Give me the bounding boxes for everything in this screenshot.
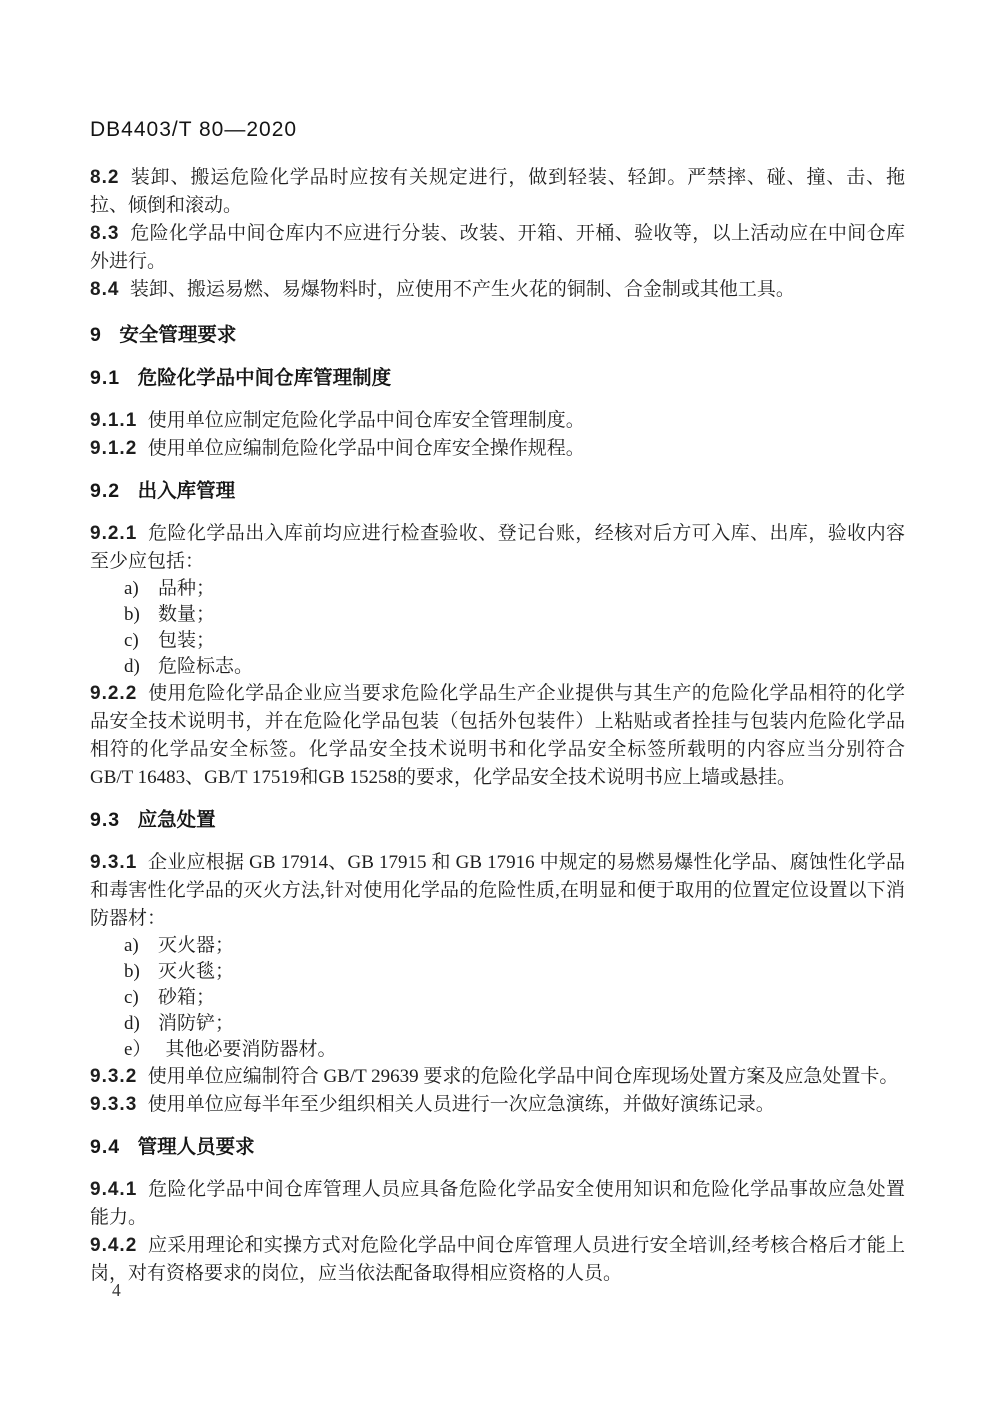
page-number: 4 <box>112 1280 121 1300</box>
clause-number: 8.2 <box>90 167 120 188</box>
section-number: 9.3 <box>90 809 121 831</box>
section-9-4-heading <box>90 1133 905 1161</box>
list-item-label: c) <box>124 987 139 1008</box>
section-number: 9 <box>90 324 102 346</box>
list-item <box>90 985 905 1011</box>
list-item <box>90 628 905 654</box>
clause-number: 9.3.2 <box>90 1066 138 1087</box>
section-number: 9.4 <box>90 1136 121 1158</box>
standard-number: DB4403/T 80—2020 <box>90 118 298 141</box>
page-footer <box>112 1280 121 1301</box>
clause-9-2-2 <box>90 680 905 792</box>
clause-text: 危险化学品中间仓库管理人员应具备危险化学品安全使用知识和危险化学品事故应急处置能力。 <box>90 1179 905 1228</box>
section-title: 安全管理要求 <box>119 324 237 346</box>
clause-9-1-2 <box>90 435 905 463</box>
clause-number: 9.1.1 <box>90 410 138 431</box>
section-title: 危险化学品中间仓库管理制度 <box>137 367 392 389</box>
document-body <box>90 164 905 1288</box>
list-9-3-1 <box>90 933 905 1063</box>
clause-text: 危险化学品出入库前均应进行检查验收、登记台账，经核对后方可入库、出库，验收内容至少应包括： <box>90 523 905 572</box>
clause-8-3 <box>90 220 905 276</box>
section-number: 9.1 <box>90 367 121 389</box>
clause-9-4-2 <box>90 1232 905 1288</box>
list-item <box>90 933 905 959</box>
list-item-text: 包装； <box>158 630 216 651</box>
list-item-label: b) <box>124 961 140 982</box>
clause-number: 8.4 <box>90 279 120 300</box>
section-9-2-heading <box>90 477 905 505</box>
clause-9-2-1 <box>90 520 905 576</box>
clause-text: 装卸、搬运易燃、易爆物料时，应使用不产生火花的铜制、合金制或其他工具。 <box>129 279 795 300</box>
clause-text: 使用单位应每半年至少组织相关人员进行一次应急演练，并做好演练记录。 <box>147 1094 775 1115</box>
clause-9-3-2 <box>90 1063 905 1091</box>
clause-number: 9.3.3 <box>90 1094 138 1115</box>
section-9-1-heading <box>90 364 905 392</box>
clause-number: 9.1.2 <box>90 438 138 459</box>
list-item-text: 其他必要消防器材。 <box>165 1039 337 1060</box>
clause-9-1-1 <box>90 407 905 435</box>
clause-number: 8.3 <box>90 223 120 244</box>
section-number: 9.2 <box>90 480 121 502</box>
list-9-2-1 <box>90 576 905 680</box>
list-item-text: 数量； <box>158 604 216 625</box>
list-item-text: 灭火毯； <box>158 961 235 982</box>
section-9-heading <box>90 321 905 349</box>
list-item-label: a) <box>124 935 139 956</box>
list-item <box>90 576 905 602</box>
page-header <box>90 117 905 144</box>
clause-text: 应采用理论和实操方式对危险化学品中间仓库管理人员进行安全培训,经考核合格后才能上岗，对有资格要求的岗位，应当依法配备取得相应资格的人员。 <box>90 1235 905 1284</box>
list-item-text: 砂箱； <box>158 987 216 1008</box>
clause-number: 9.4.1 <box>90 1179 138 1200</box>
clause-8-4 <box>90 276 905 304</box>
section-title: 应急处置 <box>137 809 216 831</box>
list-item-label: c) <box>124 630 139 651</box>
list-item-label: b) <box>124 604 140 625</box>
clause-text: 使用危险化学品企业应当要求危险化学品生产企业提供与其生产的危险化学品相符的化学品安全技术说明书，并在危险化学品包装（包括外包装件）上粘贴或者拴挂与包装内危险化学品相符的化学品安全标签。化学品安全技术说明书和化学品安全标签所载明的内容应当分别符合GB/T 16483、GB/T 17519和GB 15258的要求，化学品安全技术说明书应上墙或悬挂。 <box>90 683 905 788</box>
clause-9-4-1 <box>90 1176 905 1232</box>
clause-number: 9.3.1 <box>90 852 138 873</box>
clause-9-3-3 <box>90 1091 905 1119</box>
section-9-3-heading <box>90 806 905 834</box>
clause-text: 装卸、搬运危险化学品时应按有关规定进行，做到轻装、轻卸。严禁摔、碰、撞、击、拖拉、倾倒和滚动。 <box>90 167 905 216</box>
clause-number: 9.2.2 <box>90 683 138 704</box>
list-item-text: 消防铲； <box>158 1013 235 1034</box>
list-item-text: 灭火器； <box>158 935 235 956</box>
clause-text: 危险化学品中间仓库内不应进行分装、改装、开箱、开桶、验收等，以上活动应在中间仓库外进行。 <box>90 223 905 272</box>
list-item-label: a) <box>124 578 139 599</box>
list-item <box>90 654 905 680</box>
list-item-text: 危险标志。 <box>158 656 254 677</box>
clause-number: 9.2.1 <box>90 523 138 544</box>
list-item-label: d) <box>124 1013 140 1034</box>
section-title: 出入库管理 <box>137 480 236 502</box>
clause-text: 企业应根据 GB 17914、GB 17915 和 GB 17916 中规定的易燃易爆性化学品、腐蚀性化学品和毒害性化学品的灭火方法,针对使用化学品的危险性质,在明显和便于取用的位置定位设置以下消防器材： <box>90 852 905 929</box>
list-item-label: d) <box>124 656 140 677</box>
clause-8-2 <box>90 164 905 220</box>
list-item <box>90 1011 905 1037</box>
section-title: 管理人员要求 <box>137 1136 255 1158</box>
list-item <box>90 1037 905 1063</box>
clause-9-3-1 <box>90 849 905 933</box>
clause-number: 9.4.2 <box>90 1235 138 1256</box>
clause-text: 使用单位应编制符合 GB/T 29639 要求的危险化学品中间仓库现场处置方案及应急处置卡。 <box>147 1066 899 1087</box>
clause-text: 使用单位应制定危险化学品中间仓库安全管理制度。 <box>147 410 585 431</box>
list-item-text: 品种； <box>158 578 216 599</box>
list-item <box>90 959 905 985</box>
list-item-label: e） <box>124 1039 152 1060</box>
list-item <box>90 602 905 628</box>
clause-text: 使用单位应编制危险化学品中间仓库安全操作规程。 <box>147 438 585 459</box>
